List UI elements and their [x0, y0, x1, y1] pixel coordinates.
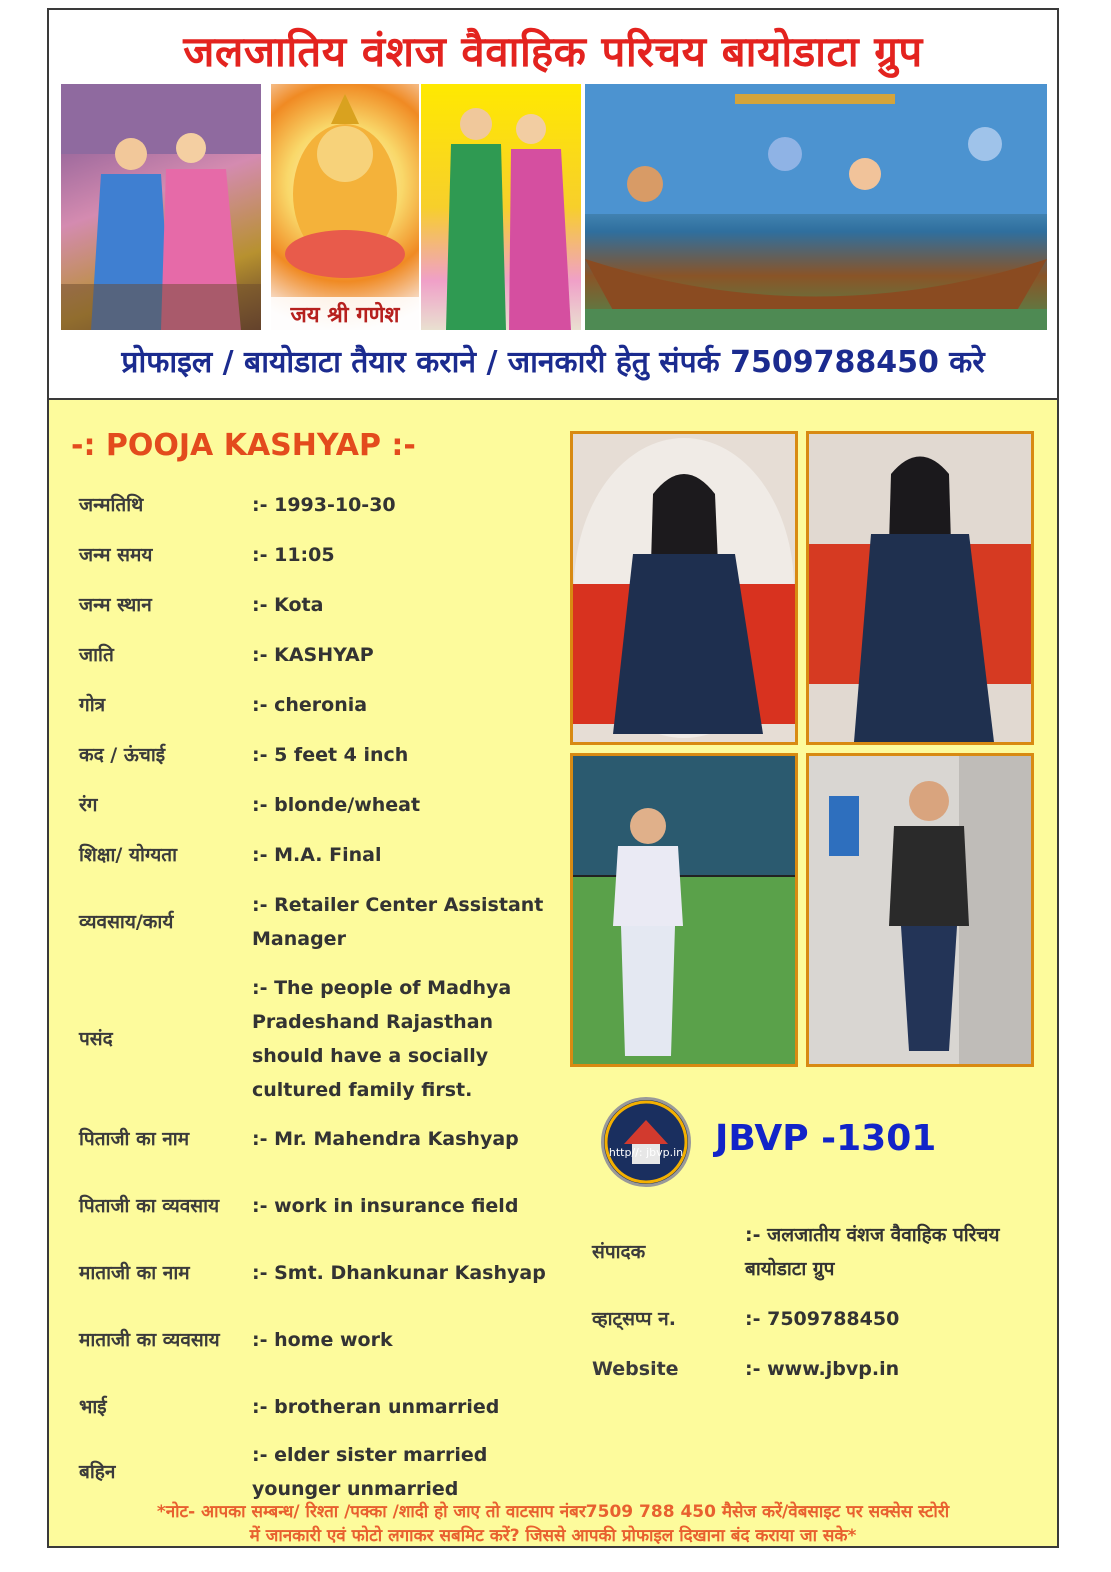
detail-row — [79, 1164, 559, 1248]
profile-details — [79, 480, 559, 1512]
detail-value: :- Smt. Dhankunar Kashyap — [252, 1262, 546, 1284]
detail-row — [79, 1114, 559, 1164]
profile-id: JBVP -1301 — [715, 1118, 937, 1159]
detail-row — [79, 1248, 559, 1298]
profile-photo — [570, 431, 798, 745]
detail-value: :- 11:05 — [252, 544, 335, 566]
detail-label: व्यवसाय/कार्य — [79, 911, 174, 933]
detail-row — [79, 1298, 559, 1382]
detail-value: :- blonde/wheat — [252, 794, 421, 816]
detail-label: रंग — [79, 794, 98, 816]
detail-row — [79, 880, 559, 964]
profile-photo — [570, 753, 798, 1067]
footer-note-line-2: में जानकारी एवं फोटो लगाकर सबमिट करें? जिससे आपकी प्रोफाइल दिखाना बंद कराया जा सके* — [249, 1526, 857, 1546]
detail-row — [79, 630, 559, 680]
header-banner — [49, 10, 1057, 400]
contact-row — [592, 1294, 1052, 1344]
detail-row — [79, 964, 559, 1114]
contact-value: :- जलजातीय वंशज वैवाहिक परिचय बायोडाटा ग्रुप — [745, 1224, 1000, 1280]
detail-label: जन्म स्थान — [79, 594, 152, 616]
detail-row — [79, 730, 559, 780]
contact-line: प्रोफाइल / बायोडाटा तैयार कराने / जानकारी हेतु संपर्क 7509788450 करे — [121, 345, 985, 380]
detail-row — [79, 680, 559, 730]
profile-photo — [806, 431, 1034, 745]
profile-photo — [806, 753, 1034, 1067]
contact-value: :- 7509788450 — [745, 1308, 900, 1330]
deity-image-ram-sita — [61, 84, 261, 330]
detail-row — [79, 530, 559, 580]
contact-details — [592, 1210, 1052, 1394]
detail-value: :- M.A. Final — [252, 844, 382, 866]
detail-value: :- Mr. Mahendra Kashyap — [252, 1128, 519, 1150]
deity-image-ram-sita-2 — [421, 84, 581, 330]
detail-label: जन्म समय — [79, 544, 153, 566]
detail-value: :- 5 feet 4 inch — [252, 744, 409, 766]
detail-row — [79, 830, 559, 880]
detail-label: माताजी का नाम — [79, 1262, 190, 1284]
deity-image-ganesh — [271, 84, 419, 330]
detail-value: :- home work — [252, 1329, 393, 1351]
detail-label: जन्मतिथि — [79, 494, 144, 516]
logo-text: http//: jbvp.in — [608, 1146, 684, 1159]
biodata-sheet — [47, 8, 1059, 1548]
contact-label: Website — [592, 1358, 679, 1380]
detail-value: :- Kota — [252, 594, 324, 616]
detail-row — [79, 580, 559, 630]
detail-value: :- KASHYAP — [252, 644, 374, 666]
detail-value: :- The people of Madhya Pradeshand Rajasthan should have a socially cultured family first. — [252, 977, 512, 1101]
detail-label: जाति — [79, 644, 114, 666]
detail-label: कद / ऊंचाई — [79, 744, 166, 766]
detail-row — [79, 480, 559, 530]
detail-value: :- Retailer Center Assistant Manager — [252, 894, 544, 950]
contact-row — [592, 1210, 1052, 1294]
detail-row — [79, 780, 559, 830]
detail-value: :- cheronia — [252, 694, 368, 716]
detail-label: पिताजी का नाम — [79, 1128, 190, 1150]
detail-value: :- elder sister married younger unmarried — [252, 1444, 488, 1500]
detail-row — [79, 1382, 559, 1432]
detail-label: पिताजी का व्यवसाय — [79, 1195, 220, 1217]
detail-label: शिक्षा/ योग्यता — [79, 844, 177, 866]
contact-row — [592, 1344, 1052, 1394]
group-title: जलजातिय वंशज वैवाहिक परिचय बायोडाटा ग्रुप — [183, 27, 923, 76]
profile-name: -: POOJA KASHYAP :- — [71, 428, 416, 463]
detail-value: :- 1993-10-30 — [252, 494, 396, 516]
footer-note-line-1: *नोट- आपका सम्बन्ध/ रिश्ता /पक्का /शादी हो जाए तो वाटसाप नंबर7509 788 450 मैसेज करें/वेबसाइट पर सक्सेस स्टोरी — [156, 1502, 950, 1522]
contact-label: संपादक — [592, 1241, 646, 1263]
detail-label: माताजी का व्यवसाय — [79, 1329, 220, 1351]
jbvp-logo — [601, 1097, 691, 1187]
detail-label: पसंद — [79, 1028, 113, 1050]
detail-value: :- brotheran unmarried — [252, 1396, 500, 1418]
detail-label: गोत्र — [79, 694, 106, 716]
contact-label: व्हाट्सप्प न. — [592, 1308, 676, 1330]
ganesh-caption: जय श्री गणेश — [271, 297, 419, 331]
contact-value: :- www.jbvp.in — [745, 1358, 900, 1380]
detail-value: :- work in insurance field — [252, 1195, 519, 1217]
deity-image-boat — [585, 84, 1047, 330]
detail-label: भाई — [79, 1396, 107, 1418]
footer-note — [49, 1500, 1057, 1548]
detail-label: बहिन — [79, 1461, 116, 1483]
